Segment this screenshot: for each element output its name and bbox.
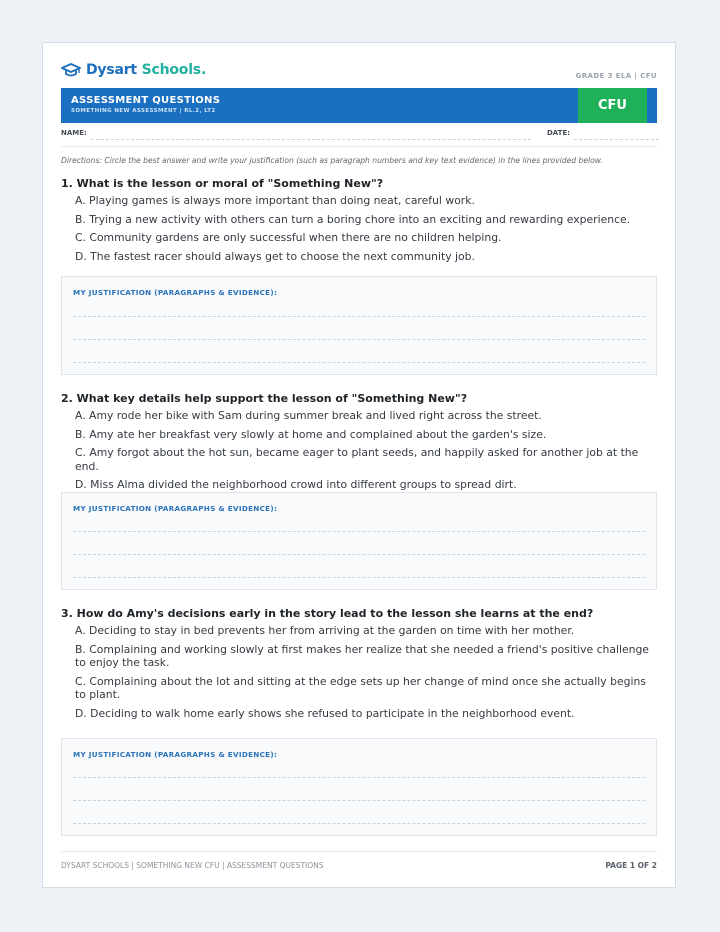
footer-divider <box>61 851 657 852</box>
worksheet-page <box>42 42 676 888</box>
question-1 <box>61 177 657 268</box>
logo-word-2: Schools. <box>141 62 207 78</box>
banner-title: ASSESSMENT QUESTIONS <box>71 95 221 106</box>
grade-tag: GRADE 3 ELA | CFU <box>575 72 657 80</box>
directions-text: Directions: Circle the best answer and write your justification (such as paragraph numbers and key text evidence) in the lines provided below. <box>61 156 603 165</box>
answer-option-c[interactable]: C. Amy forgot about the hot sun, became eager to plant seeds, and happily asked for another job at the end. <box>75 446 639 473</box>
answer-option-d[interactable]: D. Miss Alma divided the neighborhood crowd into different groups to spread dirt. <box>75 478 517 491</box>
answer-option-b[interactable]: B. Trying a new activity with others can turn a boring chore into an exciting and rewarding experience. <box>75 212 631 226</box>
banner-subtitle: SOMETHING NEW ASSESSMENT | RL.2, LT2 <box>71 108 216 114</box>
name-date-row <box>61 129 657 145</box>
logo-text <box>86 62 206 78</box>
justification-label: MY JUSTIFICATION (PARAGRAPHS & EVIDENCE): <box>73 750 278 759</box>
answer-option-d[interactable]: D. The fastest racer should always get to choose the next community job. <box>75 249 475 263</box>
writing-line <box>73 339 645 340</box>
divider <box>61 146 657 147</box>
question-2 <box>61 392 657 497</box>
writing-line <box>73 777 645 778</box>
answer-option-a[interactable]: A. Playing games is always more important than doing neat, careful work. <box>75 194 475 207</box>
writing-line <box>73 531 645 532</box>
name-label: NAME: <box>61 129 87 137</box>
cfu-badge: CFU <box>578 88 647 123</box>
answer-option-c[interactable]: C. Complaining about the lot and sitting at the edge sets up her change of mind once she actually begins to plant. <box>75 674 646 701</box>
writing-line <box>73 554 645 555</box>
writing-line <box>73 316 645 317</box>
answer-option-b[interactable]: B. Amy ate her breakfast very slowly at home and complained about the garden's size. <box>75 427 547 441</box>
answer-option-c[interactable]: C. Community gardens are only successful when there are no children helping. <box>75 231 502 244</box>
writing-line <box>73 362 645 363</box>
justification-box-1[interactable] <box>61 276 657 375</box>
page-number: PAGE 1 OF 2 <box>605 861 657 870</box>
writing-line <box>73 800 645 801</box>
question-text: 1. What is the lesson or moral of "Something New"? <box>61 177 384 190</box>
question-text: 3. How do Amy's decisions early in the story lead to the lesson she learns at the end? <box>61 607 594 620</box>
question-text: 2. What key details help support the lesson of "Something New"? <box>61 392 468 405</box>
name-field[interactable] <box>91 139 531 140</box>
writing-line <box>73 577 645 578</box>
question-3 <box>61 607 657 725</box>
answer-option-a[interactable]: A. Deciding to stay in bed prevents her from arriving at the garden on time with her mother. <box>75 624 575 637</box>
date-field[interactable] <box>574 139 659 140</box>
footer-text: DYSART SCHOOLS | SOMETHING NEW CFU | ASSESSMENT QUESTIONS <box>61 861 324 870</box>
writing-line <box>73 823 645 824</box>
justification-label: MY JUSTIFICATION (PARAGRAPHS & EVIDENCE): <box>73 504 278 513</box>
justification-label: MY JUSTIFICATION (PARAGRAPHS & EVIDENCE): <box>73 288 278 297</box>
logo-word-1: Dysart <box>86 62 137 78</box>
justification-box-3[interactable] <box>61 738 657 836</box>
justification-box-2[interactable] <box>61 492 657 590</box>
title-banner <box>61 88 657 123</box>
graduation-cap-icon <box>61 63 81 77</box>
date-label: DATE: <box>547 129 571 137</box>
answer-option-d[interactable]: D. Deciding to walk home early shows she refused to participate in the neighborhood event. <box>75 706 575 720</box>
school-logo <box>61 62 206 78</box>
answer-option-a[interactable]: A. Amy rode her bike with Sam during summer break and lived right across the street. <box>75 409 542 422</box>
answer-option-b[interactable]: B. Complaining and working slowly at first makes her realize that she needed a friend's positive challenge to enjoy the task. <box>75 642 649 669</box>
